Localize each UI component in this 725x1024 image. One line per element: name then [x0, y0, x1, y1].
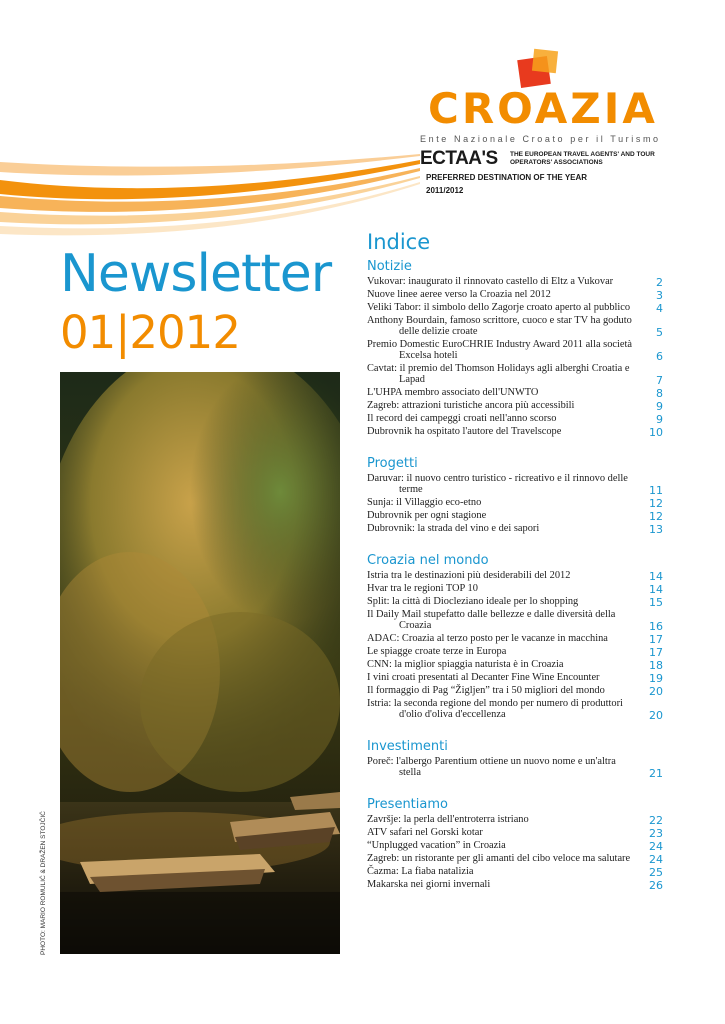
preferred-destination-years: 2011/2012: [426, 186, 464, 195]
toc-entry-title: Makarska nei giorni invernali: [367, 879, 491, 890]
toc-entry[interactable]: [367, 866, 663, 877]
toc-entry[interactable]: [367, 315, 663, 337]
toc-entry-page: 24: [649, 853, 663, 866]
cover-photo-lake-boats: [60, 372, 340, 954]
toc-entry-page: 26: [649, 879, 663, 892]
toc-entry-page: 22: [649, 814, 663, 827]
toc-entry[interactable]: [367, 827, 663, 838]
toc-section-title: Progetti: [367, 456, 418, 471]
logo-wordmark: CROAZIA: [428, 84, 658, 133]
toc-entry-page: 14: [649, 570, 663, 583]
toc-entry-page: 5: [656, 326, 663, 339]
toc-entry-title: Split: la città di Diocleziano ideale per lo shopping: [367, 596, 579, 607]
toc-entry-title: I vini croati presentati al Decanter Fine Wine Encounter: [367, 672, 600, 683]
ectaa-logo: ECTAA'S: [420, 148, 498, 169]
toc-entry-page: 23: [649, 827, 663, 840]
toc-entry-page: 12: [649, 497, 663, 510]
toc-entry[interactable]: [367, 698, 663, 720]
toc-entry-page: 6: [656, 350, 663, 363]
croazia-logo: [420, 48, 710, 208]
ectaa-subtitle: THE EUROPEAN TRAVEL AGENTS' AND TOUR OPERATORS' ASSOCIATIONS: [510, 151, 655, 166]
toc-entry-title: Završje: la perla dell'entroterra istriano: [367, 814, 529, 825]
toc-entry-page: 13: [649, 523, 663, 536]
toc-entry-page: 7: [656, 374, 663, 387]
newsletter-title: Newsletter: [60, 244, 332, 304]
toc-entry-page: 11: [649, 484, 663, 497]
toc-entry-page: 20: [649, 709, 663, 722]
toc-entry[interactable]: [367, 276, 663, 287]
toc-entry-title: Anthony Bourdain, famoso scrittore, cuoco e star TV ha goduto delle delizie croate: [367, 315, 632, 337]
toc-entry-title: Nuove linee aeree verso la Croazia nel 2012: [367, 289, 551, 300]
toc-entry[interactable]: [367, 756, 663, 778]
toc-entry-title: CNN: la miglior spiaggia naturista è in Croazia: [367, 659, 564, 670]
toc-entry-page: 20: [649, 685, 663, 698]
toc-entry[interactable]: [367, 853, 663, 864]
toc-entry-page: 25: [649, 866, 663, 879]
toc-entry[interactable]: [367, 570, 663, 581]
toc-section-title: Notizie: [367, 259, 412, 274]
toc-entry-title: Cavtat: il premio del Thomson Holidays agli alberghi Croatia e Lapad: [367, 363, 630, 385]
toc-section-title: Croazia nel mondo: [367, 553, 489, 568]
toc-entry[interactable]: [367, 633, 663, 644]
toc-entry[interactable]: [367, 646, 663, 657]
toc-entry[interactable]: [367, 510, 663, 521]
toc-entry-page: 21: [649, 767, 663, 780]
toc-entry-page: 15: [649, 596, 663, 609]
toc-entry-title: Čazma: La fiaba natalizia: [367, 866, 474, 877]
toc-entry[interactable]: [367, 523, 663, 534]
toc-entry-title: Poreč: l'albergo Parentium ottiene un nuovo nome e un'altra stella: [367, 756, 616, 778]
toc-entry[interactable]: [367, 426, 663, 437]
toc-entry-page: 9: [656, 400, 663, 413]
logo-tagline: Ente Nazionale Croato per il Turismo: [420, 134, 661, 144]
toc-entry-page: 16: [649, 620, 663, 633]
toc-entry[interactable]: [367, 473, 663, 495]
toc-entry[interactable]: [367, 879, 663, 890]
toc-entry-page: 8: [656, 387, 663, 400]
toc-entry[interactable]: [367, 400, 663, 411]
toc-entry[interactable]: [367, 609, 663, 631]
newsletter-issue: 01|2012: [60, 306, 240, 359]
toc-entry-page: 24: [649, 840, 663, 853]
toc-entry[interactable]: [367, 583, 663, 594]
toc-entry-title: ATV safari nel Gorski kotar: [367, 827, 483, 838]
toc-entry[interactable]: [367, 413, 663, 424]
toc-entry[interactable]: [367, 596, 663, 607]
toc-entry[interactable]: [367, 289, 663, 300]
toc-entry-title: Le spiagge croate terze in Europa: [367, 646, 507, 657]
toc-entry[interactable]: [367, 685, 663, 696]
toc-entry-title: Veliki Tabor: il simbolo dello Zagorje croato aperto al pubblico: [367, 302, 631, 313]
toc-entry-title: Premio Domestic EuroCHRIE Industry Award 2011 alla società Excelsa hoteli: [367, 339, 633, 361]
toc-entry-title: Sunja: il Villaggio eco-etno: [367, 497, 482, 508]
toc-entry-page: 10: [649, 426, 663, 439]
toc-entry-page: 19: [649, 672, 663, 685]
toc-entry-page: 4: [656, 302, 663, 315]
photo-credit: PHOTO: MARIO ROMULIĆ & DRAŽEN STOJČIĆ: [40, 811, 47, 955]
toc-entry[interactable]: [367, 387, 663, 398]
toc-entry-title: Daruvar: il nuovo centro turistico - ricreativo e il rinnovo delle terme: [367, 473, 628, 495]
toc-section-title: Investimenti: [367, 739, 448, 754]
toc-entry-title: Il record dei campeggi croati nell'anno scorso: [367, 413, 557, 424]
toc-entry-title: Hvar tra le regioni TOP 10: [367, 583, 478, 594]
table-of-contents: [367, 228, 663, 892]
toc-entry-title: Vukovar: inaugurato il rinnovato castello di Eltz a Vukovar: [367, 276, 614, 287]
toc-entry-title: L'UHPA membro associato dell'UNWTO: [367, 387, 539, 398]
toc-entry-page: 9: [656, 413, 663, 426]
toc-entry-page: 12: [649, 510, 663, 523]
toc-entry-title: Dubrovnik ha ospitato l'autore del Travelscope: [367, 426, 562, 437]
toc-entry-title: Istria: la seconda regione del mondo per numero di produttori d'olio d'oliva d'eccellenza: [367, 698, 623, 720]
toc-entry[interactable]: [367, 659, 663, 670]
toc-entry-page: 17: [649, 646, 663, 659]
toc-entry-title: Il formaggio di Pag “Žigljen” tra i 50 migliori del mondo: [367, 685, 605, 696]
preferred-destination-label: PREFERRED DESTINATION OF THE YEAR: [426, 173, 588, 182]
toc-entry-title: Zagreb: attrazioni turistiche ancora più accessibili: [367, 400, 575, 411]
toc-entry-title: Dubrovnik per ogni stagione: [367, 510, 487, 521]
toc-entry[interactable]: [367, 840, 663, 851]
toc-entry[interactable]: [367, 339, 663, 361]
toc-entry[interactable]: [367, 363, 663, 385]
toc-heading: Indice: [367, 230, 431, 254]
toc-entry-title: Istria tra le destinazioni più desiderabili del 2012: [367, 570, 571, 581]
toc-entry[interactable]: [367, 672, 663, 683]
toc-entry-page: 18: [649, 659, 663, 672]
toc-entry[interactable]: [367, 302, 663, 313]
toc-entry[interactable]: [367, 814, 663, 825]
toc-entry-page: 17: [649, 633, 663, 646]
toc-entry[interactable]: [367, 497, 663, 508]
toc-entry-page: 2: [656, 276, 663, 289]
toc-entry-title: Dubrovnik: la strada del vino e dei sapori: [367, 523, 540, 534]
toc-entry-title: ADAC: Croazia al terzo posto per le vacanze in macchina: [367, 633, 608, 644]
toc-entry-page: 3: [656, 289, 663, 302]
toc-entry-page: 14: [649, 583, 663, 596]
toc-entry-title: “Unplugged vacation” in Croazia: [367, 840, 506, 851]
toc-section-title: Presentiamo: [367, 797, 448, 812]
toc-entry-title: Zagreb: un ristorante per gli amanti del cibo veloce ma salutare: [367, 853, 631, 864]
toc-entry-title: Il Daily Mail stupefatto dalle bellezze e dalle diversità della Croazia: [367, 609, 616, 631]
